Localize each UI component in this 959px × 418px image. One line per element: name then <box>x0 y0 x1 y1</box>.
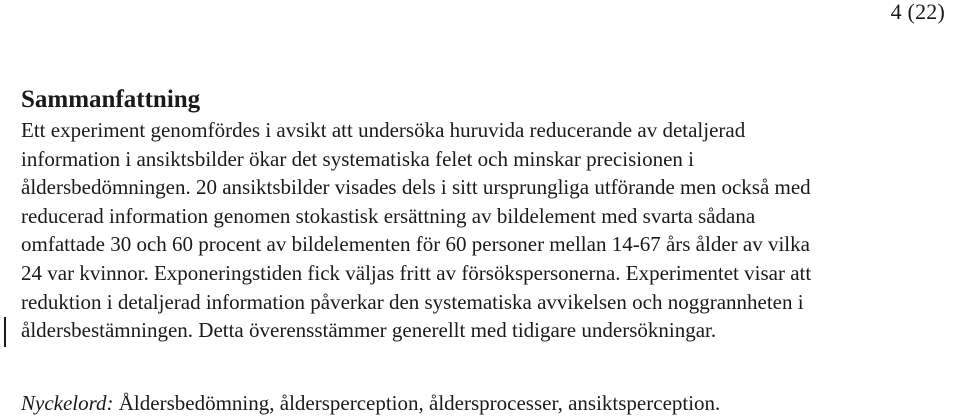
abstract-line: information i ansiktsbilder ökar det systematiska felet och minskar precisionen i <box>21 146 694 171</box>
abstract-line: reducerad information genomen stokastisk ersättning av bildelement med svarta sådana <box>21 203 756 228</box>
abstract-paragraph <box>21 116 959 345</box>
abstract-line: omfattade 30 och 60 procent av bildelementen för 60 personer mellan 14-67 års ålder av vilka <box>21 232 810 257</box>
abstract-line: åldersbedömningen. 20 ansiktsbilder visades dels i sitt ursprungliga utförande men också med <box>21 175 811 200</box>
keywords-label: Nyckelord: <box>21 391 114 415</box>
keywords-text: Åldersbedömning, åldersperception, åldersprocesser, ansiktsperception. <box>113 391 721 415</box>
abstract-line: åldersbestämningen. Detta överensstämmer generellt med tidigare undersökningar. <box>21 318 717 343</box>
page-number: 4 (22) <box>890 0 945 24</box>
keywords-line <box>21 389 720 417</box>
abstract-line: 24 var kvinnor. Exponeringstiden fick väljas fritt av försökspersonerna. Experimentet visar att <box>21 260 812 285</box>
revision-change-bar <box>4 317 6 347</box>
section-heading: Sammanfattning <box>21 86 201 113</box>
abstract-line: reduktion i detaljerad information påverkar den systematiska avvikelsen och noggrannheten i <box>21 289 804 314</box>
abstract-line: Ett experiment genomfördes i avsikt att undersöka huruvida reducerande av detaljerad <box>21 118 746 142</box>
